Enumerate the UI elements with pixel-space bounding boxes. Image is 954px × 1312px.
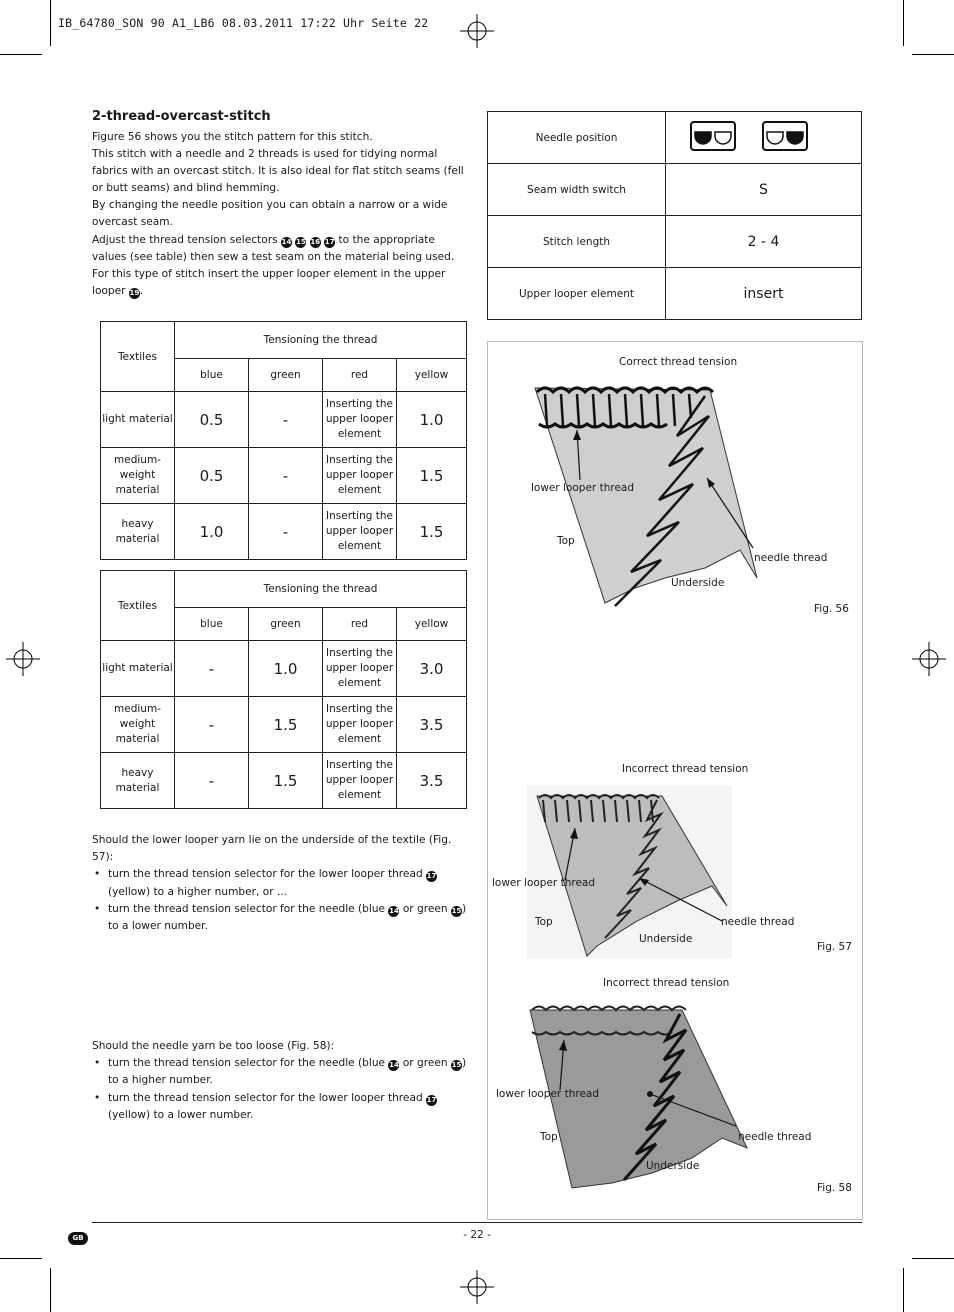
fig56-needle-label: needle thread [754,552,828,564]
intro-text [92,129,472,300]
callout-17-icon: 17 [426,1095,437,1104]
cell-value: Inserting the upper looper element [323,448,397,504]
fig57-top-label: Top [535,916,553,928]
cell-value: Inserting the upper looper element [323,753,397,809]
callout-17-icon: 17 [324,237,335,246]
advice-lead: Should the lower looper yarn lie on the underside of the textile (Fig. 57): [92,834,452,864]
advice-lead: Should the needle yarn be too loose (Fig. 58): [92,1040,335,1052]
col-header: red [323,359,397,392]
tension-header: Tensioning the thread [175,322,467,359]
callout-15-icon: 15 [451,906,462,915]
row-label: medium-weight material [101,697,175,753]
list-item: • turn the thread tension selector for the lower looper thread 17 (yellow) to a lower number. [92,1090,472,1124]
fig57-caption: Fig. 57 [817,941,852,953]
cell-value: 1.5 [397,448,467,504]
crop-mark [50,0,51,46]
col-header: red [323,608,397,641]
fig58-lower-label: lower looper thread [496,1088,600,1100]
cell-value: - [175,697,249,753]
needle-position-icon [689,118,839,154]
seam-width-value: S [666,164,862,216]
crop-mark [903,0,904,46]
table-row [101,697,467,753]
cell-value: 1.0 [397,392,467,448]
stitch-length-label: Stitch length [488,216,666,268]
cell-value: - [249,448,323,504]
col-header: blue [175,359,249,392]
col-header: yellow [397,608,467,641]
row-label: light material [101,641,175,697]
fig58-needle-label: needle thread [738,1131,812,1143]
table-row [101,392,467,448]
fig57-lower-label: lower looper thread [492,877,596,889]
row-label: heavy material [101,753,175,809]
fig56-top-label: Top [557,535,575,547]
fig58-top-label: Top [540,1131,558,1143]
col-header: green [249,359,323,392]
fig56-lower-label: lower looper thread [531,482,635,494]
settings-table [487,111,862,320]
callout-16-icon: 16 [310,237,321,246]
crop-mark [50,1268,51,1312]
cell-value: - [175,641,249,697]
print-slug: IB_64780_SON 90 A1_LB6 08.03.2011 17:22 Uhr Seite 22 [58,16,429,30]
textiles-header: Textiles [101,571,175,641]
fig56-caption: Fig. 56 [814,603,849,615]
callout-15-icon: 15 [295,237,306,246]
callout-17-icon: 17 [426,872,437,881]
cell-value: 0.5 [175,392,249,448]
footer-rule [92,1222,862,1223]
table-row [101,753,467,809]
advice-lower-looper [92,832,472,935]
row-label: medium-weight material [101,448,175,504]
col-header: green [249,608,323,641]
callout-14-icon: 14 [389,906,399,915]
col-header: yellow [397,359,467,392]
fig56-title: Correct thread tension [619,356,738,368]
callout-14-icon: 14 [389,1061,399,1070]
tension-table-2 [100,570,467,809]
registration-mark-icon [912,642,946,676]
cell-value: 1.0 [249,641,323,697]
cell-value: - [175,753,249,809]
cell-value: 1.5 [249,753,323,809]
fig58-caption: Fig. 58 [817,1182,852,1194]
crop-mark [912,54,954,55]
crop-mark [0,1258,42,1259]
cell-value: Inserting the upper looper element [323,641,397,697]
upper-looper-value: insert [666,268,862,320]
fig58-title: Incorrect thread tension [603,977,730,989]
cell-value: Inserting the upper looper element [323,504,397,560]
cell-value: 1.0 [175,504,249,560]
section-heading: 2-thread-overcast-stitch [92,109,271,124]
intro-paragraph: By changing the needle position you can obtain a narrow or a wide overcast seam. [92,199,448,229]
registration-mark-icon [6,642,40,676]
callout-19-icon: 19 [129,288,140,297]
callout-15-icon: 15 [451,1061,462,1070]
registration-mark-icon [460,1270,494,1304]
table-row [101,641,467,697]
registration-mark-icon [460,14,494,48]
row-label: heavy material [101,504,175,560]
cell-value: 3.5 [397,697,467,753]
crop-mark [903,1268,904,1312]
callout-14-icon: 14 [281,237,292,246]
list-item: • turn the thread tension selector for the needle (blue 14 or green 15) to a lower number. [92,901,472,935]
language-badge: GB [68,1232,88,1245]
list-item: • turn the thread tension selector for the lower looper thread 17 (yellow) to a higher number, or ... [92,866,472,900]
advice-needle-loose [92,1038,472,1124]
textiles-header: Textiles [101,322,175,392]
list-item: • turn the thread tension selector for the needle (blue 14 or green 15) to a higher number. [92,1055,472,1089]
intro-paragraph: For this type of stitch insert the upper looper element in the upper looper 19. [92,267,446,297]
col-header: blue [175,608,249,641]
stitch-length-value: 2 - 4 [666,216,862,268]
fig57-underside-label: Underside [639,933,693,945]
intro-paragraph: Adjust the thread tension selectors 14 15 16 17 to the appropriate values (see table) then sew a test seam on the material being used. [92,233,455,263]
cell-value: Inserting the upper looper element [323,697,397,753]
upper-looper-label: Upper looper element [488,268,666,320]
table-row [101,448,467,504]
row-label: light material [101,392,175,448]
crop-mark [912,1258,954,1259]
tension-table-1 [100,321,467,560]
needle-position-value [666,112,862,164]
cell-value: - [249,392,323,448]
cell-value: 3.0 [397,641,467,697]
seam-width-label: Seam width switch [488,164,666,216]
cell-value: Inserting the upper looper element [323,392,397,448]
fig56-underside-label: Underside [671,577,725,589]
cell-value: - [249,504,323,560]
fig57-title: Incorrect thread tension [622,763,749,775]
fig57-stitch-illustration [527,786,732,958]
cell-value: 3.5 [397,753,467,809]
fig57-needle-label: needle thread [721,916,795,928]
cell-value: 1.5 [397,504,467,560]
cell-value: 1.5 [249,697,323,753]
crop-mark [0,54,42,55]
table-row [101,504,467,560]
tension-header: Tensioning the thread [175,571,467,608]
page-number: - 22 - [463,1229,491,1241]
intro-paragraph: Figure 56 shows you the stitch pattern for this stitch. [92,131,373,143]
fig58-underside-label: Underside [646,1160,700,1172]
cell-value: 0.5 [175,448,249,504]
intro-paragraph: This stitch with a needle and 2 threads is used for tidying normal fabrics with an overcast stitch. It is also ideal for flat stitch seams (fell or butt seams) and blind hemming. [92,148,464,195]
needle-position-label: Needle position [488,112,666,164]
